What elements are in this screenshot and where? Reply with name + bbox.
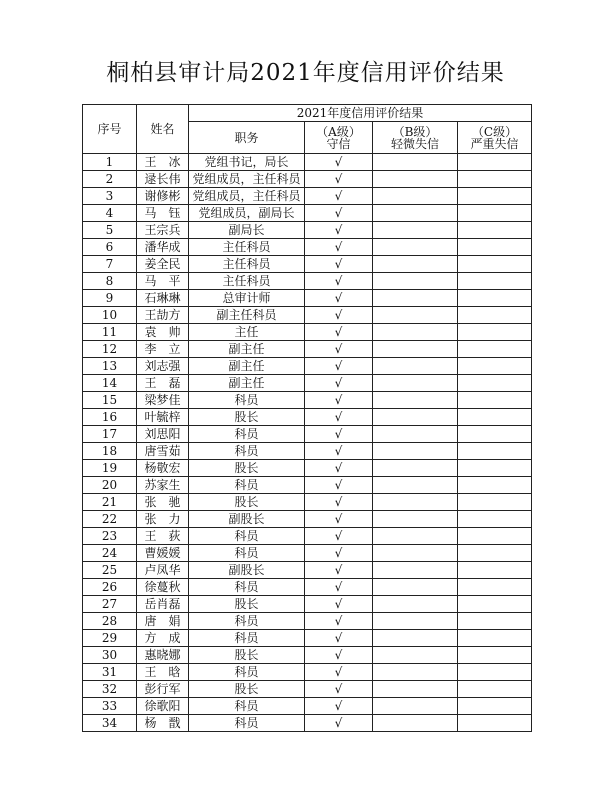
row-a-level: √ (305, 426, 373, 443)
row-b-level (373, 375, 458, 392)
row-c-level (458, 698, 532, 715)
row-c-level (458, 647, 532, 664)
row-number: 4 (83, 205, 137, 222)
row-position: 科员 (189, 613, 305, 630)
row-c-level (458, 273, 532, 290)
table-row (83, 460, 532, 477)
row-number: 2 (83, 171, 137, 188)
row-c-level (458, 579, 532, 596)
table-row (83, 613, 532, 630)
row-name: 逯长伟 (137, 171, 189, 188)
row-position: 科员 (189, 579, 305, 596)
row-a-level: √ (305, 460, 373, 477)
row-position: 副股长 (189, 562, 305, 579)
row-name: 姜全民 (137, 256, 189, 273)
table-row (83, 290, 532, 307)
row-position: 党组成员，主任科员 (189, 171, 305, 188)
header-c-level-code: （C级） (471, 124, 518, 139)
row-position: 股长 (189, 409, 305, 426)
row-b-level (373, 256, 458, 273)
row-c-level (458, 256, 532, 273)
table-row (83, 273, 532, 290)
row-number: 1 (83, 154, 137, 171)
row-position: 科员 (189, 545, 305, 562)
row-b-level (373, 579, 458, 596)
row-c-level (458, 426, 532, 443)
table-row (83, 579, 532, 596)
row-position: 科员 (189, 443, 305, 460)
row-name: 王 冰 (137, 154, 189, 171)
table-row (83, 358, 532, 375)
row-c-level (458, 154, 532, 171)
row-a-level: √ (305, 681, 373, 698)
row-a-level: √ (305, 358, 373, 375)
table-row (83, 324, 532, 341)
row-b-level (373, 647, 458, 664)
row-b-level (373, 239, 458, 256)
row-number: 31 (83, 664, 137, 681)
row-position: 党组书记，局长 (189, 154, 305, 171)
header-row-top (83, 105, 532, 122)
row-number: 22 (83, 511, 137, 528)
row-name: 王 荻 (137, 528, 189, 545)
row-a-level: √ (305, 256, 373, 273)
row-position: 副主任 (189, 341, 305, 358)
row-c-level (458, 409, 532, 426)
header-a-level-desc: 守信 (326, 136, 351, 151)
row-c-level (458, 443, 532, 460)
row-position: 副股长 (189, 511, 305, 528)
row-c-level (458, 545, 532, 562)
row-b-level (373, 307, 458, 324)
row-b-level (373, 443, 458, 460)
row-name: 卢凤华 (137, 562, 189, 579)
table-row (83, 647, 532, 664)
table-row (83, 205, 532, 222)
table-row (83, 409, 532, 426)
header-b-level (373, 122, 458, 154)
row-position: 副主任科员 (189, 307, 305, 324)
header-a-level-code: （A级） (316, 124, 361, 139)
table-row (83, 562, 532, 579)
row-name: 徐蔓秋 (137, 579, 189, 596)
row-name: 马 钰 (137, 205, 189, 222)
row-c-level (458, 715, 532, 732)
row-position: 股长 (189, 596, 305, 613)
row-number: 30 (83, 647, 137, 664)
row-name: 王 晗 (137, 664, 189, 681)
row-c-level (458, 188, 532, 205)
row-a-level: √ (305, 324, 373, 341)
row-position: 主任科员 (189, 256, 305, 273)
row-c-level (458, 205, 532, 222)
row-number: 33 (83, 698, 137, 715)
row-a-level: √ (305, 511, 373, 528)
row-position: 股长 (189, 460, 305, 477)
row-number: 26 (83, 579, 137, 596)
table-row (83, 256, 532, 273)
row-a-level: √ (305, 596, 373, 613)
row-a-level: √ (305, 273, 373, 290)
row-a-level: √ (305, 154, 373, 171)
row-c-level (458, 511, 532, 528)
row-number: 13 (83, 358, 137, 375)
row-number: 19 (83, 460, 137, 477)
header-name: 姓名 (137, 105, 189, 154)
row-name: 马 平 (137, 273, 189, 290)
row-name: 张 驰 (137, 494, 189, 511)
row-a-level: √ (305, 341, 373, 358)
table-row (83, 698, 532, 715)
row-position: 主任 (189, 324, 305, 341)
row-a-level: √ (305, 715, 373, 732)
row-b-level (373, 171, 458, 188)
row-b-level (373, 324, 458, 341)
row-b-level (373, 273, 458, 290)
row-c-level (458, 477, 532, 494)
row-name: 刘志强 (137, 358, 189, 375)
row-b-level (373, 358, 458, 375)
row-b-level (373, 715, 458, 732)
row-number: 14 (83, 375, 137, 392)
row-number: 24 (83, 545, 137, 562)
row-number: 21 (83, 494, 137, 511)
row-b-level (373, 664, 458, 681)
row-position: 总审计师 (189, 290, 305, 307)
table-row (83, 477, 532, 494)
row-b-level (373, 409, 458, 426)
row-position: 科员 (189, 715, 305, 732)
row-name: 刘思阳 (137, 426, 189, 443)
credit-evaluation-table (82, 104, 532, 732)
row-position: 党组成员，副局长 (189, 205, 305, 222)
row-b-level (373, 681, 458, 698)
table-row (83, 664, 532, 681)
row-number: 10 (83, 307, 137, 324)
row-position: 股长 (189, 647, 305, 664)
table-row (83, 494, 532, 511)
table-row (83, 239, 532, 256)
row-name: 杨敬宏 (137, 460, 189, 477)
row-name: 张 力 (137, 511, 189, 528)
row-b-level (373, 511, 458, 528)
row-number: 32 (83, 681, 137, 698)
row-position: 科员 (189, 698, 305, 715)
row-number: 6 (83, 239, 137, 256)
row-b-level (373, 290, 458, 307)
row-name: 徐歌阳 (137, 698, 189, 715)
row-number: 8 (83, 273, 137, 290)
row-position: 股长 (189, 681, 305, 698)
table-row (83, 528, 532, 545)
row-number: 12 (83, 341, 137, 358)
row-number: 23 (83, 528, 137, 545)
row-b-level (373, 545, 458, 562)
row-a-level: √ (305, 307, 373, 324)
row-c-level (458, 664, 532, 681)
row-name: 袁 帅 (137, 324, 189, 341)
row-a-level: √ (305, 494, 373, 511)
row-a-level: √ (305, 375, 373, 392)
row-number: 25 (83, 562, 137, 579)
row-position: 科员 (189, 426, 305, 443)
row-c-level (458, 307, 532, 324)
row-b-level (373, 460, 458, 477)
header-c-level (458, 122, 532, 154)
table-row (83, 375, 532, 392)
row-position: 主任科员 (189, 239, 305, 256)
row-position: 副主任 (189, 358, 305, 375)
header-position: 职务 (189, 122, 305, 154)
row-name: 王 磊 (137, 375, 189, 392)
table-row (83, 511, 532, 528)
row-name: 谢修彬 (137, 188, 189, 205)
row-a-level: √ (305, 613, 373, 630)
row-c-level (458, 358, 532, 375)
row-b-level (373, 188, 458, 205)
row-b-level (373, 154, 458, 171)
row-c-level (458, 222, 532, 239)
header-group: 2021年度信用评价结果 (189, 105, 532, 122)
row-name: 王劼方 (137, 307, 189, 324)
row-position: 副局长 (189, 222, 305, 239)
row-c-level (458, 239, 532, 256)
row-a-level: √ (305, 239, 373, 256)
row-c-level (458, 681, 532, 698)
table-row (83, 341, 532, 358)
row-b-level (373, 528, 458, 545)
table-row (83, 681, 532, 698)
row-c-level (458, 392, 532, 409)
row-name: 方 成 (137, 630, 189, 647)
row-position: 科员 (189, 392, 305, 409)
row-name: 苏家生 (137, 477, 189, 494)
row-c-level (458, 290, 532, 307)
row-name: 梁梦佳 (137, 392, 189, 409)
row-number: 9 (83, 290, 137, 307)
row-a-level: √ (305, 188, 373, 205)
row-b-level (373, 222, 458, 239)
row-b-level (373, 613, 458, 630)
row-number: 27 (83, 596, 137, 613)
row-b-level (373, 494, 458, 511)
row-a-level: √ (305, 698, 373, 715)
row-a-level: √ (305, 290, 373, 307)
row-a-level: √ (305, 443, 373, 460)
row-position: 党组成员，主任科员 (189, 188, 305, 205)
row-position: 科员 (189, 664, 305, 681)
row-position: 科员 (189, 477, 305, 494)
row-number: 3 (83, 188, 137, 205)
row-number: 11 (83, 324, 137, 341)
header-c-level-desc: 严重失信 (470, 136, 519, 151)
row-c-level (458, 528, 532, 545)
row-number: 20 (83, 477, 137, 494)
row-b-level (373, 698, 458, 715)
row-position: 科员 (189, 528, 305, 545)
table-row (83, 715, 532, 732)
row-a-level: √ (305, 392, 373, 409)
row-number: 5 (83, 222, 137, 239)
row-b-level (373, 426, 458, 443)
row-c-level (458, 613, 532, 630)
row-number: 28 (83, 613, 137, 630)
row-a-level: √ (305, 222, 373, 239)
row-c-level (458, 341, 532, 358)
row-b-level (373, 596, 458, 613)
row-a-level: √ (305, 579, 373, 596)
row-c-level (458, 562, 532, 579)
table-row (83, 392, 532, 409)
row-c-level (458, 596, 532, 613)
row-number: 29 (83, 630, 137, 647)
row-name: 曹媛媛 (137, 545, 189, 562)
table-row (83, 630, 532, 647)
row-position: 科员 (189, 630, 305, 647)
row-b-level (373, 562, 458, 579)
table-row (83, 171, 532, 188)
table-row (83, 188, 532, 205)
header-a-level (305, 122, 373, 154)
row-a-level: √ (305, 409, 373, 426)
row-name: 唐 娟 (137, 613, 189, 630)
row-a-level: √ (305, 545, 373, 562)
row-number: 7 (83, 256, 137, 273)
table-row (83, 596, 532, 613)
page-title: 桐柏县审计局2021年度信用评价结果 (106, 60, 505, 86)
row-name: 唐雪茹 (137, 443, 189, 460)
row-c-level (458, 375, 532, 392)
row-a-level: √ (305, 477, 373, 494)
row-a-level: √ (305, 528, 373, 545)
table-row (83, 307, 532, 324)
row-b-level (373, 477, 458, 494)
row-name: 惠晓娜 (137, 647, 189, 664)
row-b-level (373, 341, 458, 358)
row-number: 16 (83, 409, 137, 426)
row-c-level (458, 494, 532, 511)
table-row (83, 426, 532, 443)
row-number: 15 (83, 392, 137, 409)
header-b-level-code: （B级） (392, 124, 438, 139)
row-position: 副主任 (189, 375, 305, 392)
row-name: 李 立 (137, 341, 189, 358)
table-row (83, 545, 532, 562)
row-a-level: √ (305, 205, 373, 222)
table-row (83, 443, 532, 460)
row-a-level: √ (305, 647, 373, 664)
header-seq: 序号 (83, 105, 137, 154)
row-name: 潘华成 (137, 239, 189, 256)
row-name: 杨 戬 (137, 715, 189, 732)
row-number: 18 (83, 443, 137, 460)
row-b-level (373, 205, 458, 222)
row-a-level: √ (305, 562, 373, 579)
row-c-level (458, 460, 532, 477)
row-c-level (458, 630, 532, 647)
row-c-level (458, 171, 532, 188)
row-position: 主任科员 (189, 273, 305, 290)
header-b-level-desc: 轻微失信 (390, 136, 439, 151)
row-position: 股长 (189, 494, 305, 511)
row-name: 石琳琳 (137, 290, 189, 307)
row-a-level: √ (305, 664, 373, 681)
row-c-level (458, 324, 532, 341)
row-number: 17 (83, 426, 137, 443)
row-a-level: √ (305, 630, 373, 647)
row-name: 岳肖磊 (137, 596, 189, 613)
row-b-level (373, 630, 458, 647)
row-number: 34 (83, 715, 137, 732)
table-row (83, 222, 532, 239)
row-name: 彭行军 (137, 681, 189, 698)
row-a-level: √ (305, 171, 373, 188)
row-b-level (373, 392, 458, 409)
row-name: 叶毓梓 (137, 409, 189, 426)
row-name: 王宗兵 (137, 222, 189, 239)
table-row (83, 154, 532, 171)
